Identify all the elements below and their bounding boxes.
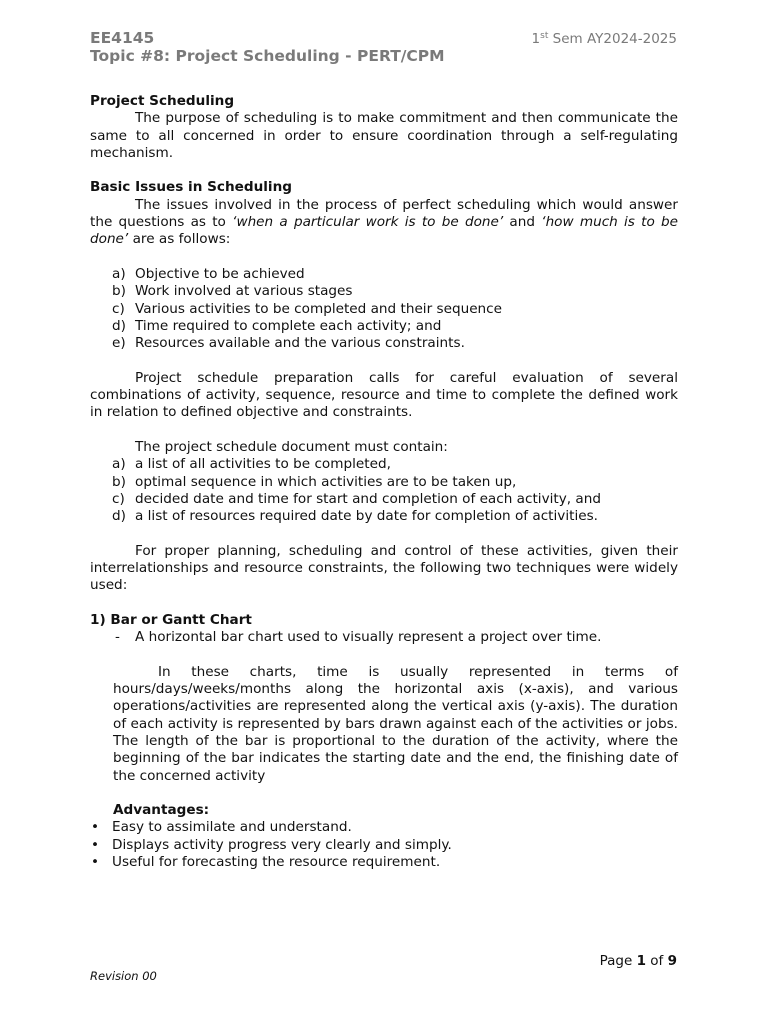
list-item: a) a list of all activities to be completed, xyxy=(112,456,391,473)
list-item: a) Objective to be achieved xyxy=(112,265,305,282)
semester-label xyxy=(532,31,677,47)
list-item: b) Work involved at various stages xyxy=(112,283,353,300)
quote-when: ‘when a particular work is to be done’ xyxy=(232,214,504,231)
paragraph-schedule-preparation: Project schedule preparation calls for careful evaluation of several combinations of activity, sequence, resource and time to complete the defined work in relation to defined objective and constraints. xyxy=(90,369,678,421)
course-code: EE4145 xyxy=(90,29,155,47)
revision-label: Revision 00 xyxy=(90,969,157,983)
issues-list xyxy=(90,266,678,352)
sem-rest: Sem AY2024-2025 xyxy=(548,31,677,47)
list-item: c) Various activities to be completed and their sequence xyxy=(112,300,503,317)
list-item: • Displays activity progress very clearly and simply. xyxy=(91,836,452,853)
advantages-heading: Advantages: xyxy=(113,802,210,819)
list-item: d) Time required to complete each activity; and xyxy=(112,317,442,334)
sem-number: 1 xyxy=(531,31,541,47)
list-item: c) decided date and time for start and completion of each activity, and xyxy=(112,490,601,507)
paragraph-document-must-contain: The project schedule document must contain: xyxy=(135,438,448,455)
paragraph-purpose: The purpose of scheduling is to make commitment and then communicate the same to all concerned in order to ensure coordination through a self-regulating mechanism. xyxy=(90,110,678,161)
document-contents-list xyxy=(90,456,678,525)
section-heading-project-scheduling: Project Scheduling xyxy=(90,93,235,109)
list-item: b) optimal sequence in which activities are to be taken up, xyxy=(112,473,517,490)
list-item: e) Resources available and the various constraints. xyxy=(112,335,465,352)
advantages-list xyxy=(90,819,678,871)
header-left xyxy=(90,29,445,65)
topic-title: Topic #8: Project Scheduling - PERT/CPM xyxy=(90,47,445,65)
document-body xyxy=(90,93,678,871)
section-heading-gantt-chart: 1) Bar or Gantt Chart xyxy=(90,611,252,628)
quote-how-much: ‘how much is to be done’ xyxy=(90,214,678,248)
dash-item-definition: - A horizontal bar chart used to visually represent a project over time. xyxy=(115,629,602,646)
section-heading-basic-issues: Basic Issues in Scheduling xyxy=(90,179,292,196)
paragraph-techniques: For proper planning, scheduling and control of these activities, given their interrelationships and resource constraints, the following two techniques were widely used: xyxy=(90,542,678,594)
list-item: • Useful for forecasting the resource requirement. xyxy=(91,854,441,871)
list-item: d) a list of resources required date by date for completion of activities. xyxy=(112,508,598,525)
paragraph-gantt-description: In these charts, time is usually represented in terms of hours/days/weeks/months along the horizontal axis (x-axis), and various operations/activities are represented along the vertical axis (y-axis). The duration of each activity is represented by bars drawn against each of the activities or jobs. The length of the bar is proportional to the duration of the activity, where the beginning of the bar indicates the starting date and the end, the finishing date of the concerned activity xyxy=(113,663,678,784)
paragraph-issues: The issues involved in the process of perfect scheduling which would answer the questions as to ‘when a particular work is to be done’ and ‘how much is to be done’ are as follows: xyxy=(90,196,678,248)
sem-suffix: st xyxy=(540,31,549,41)
list-item: • Easy to assimilate and understand. xyxy=(91,819,352,836)
page-number: Page 1 of 9 xyxy=(599,953,677,969)
